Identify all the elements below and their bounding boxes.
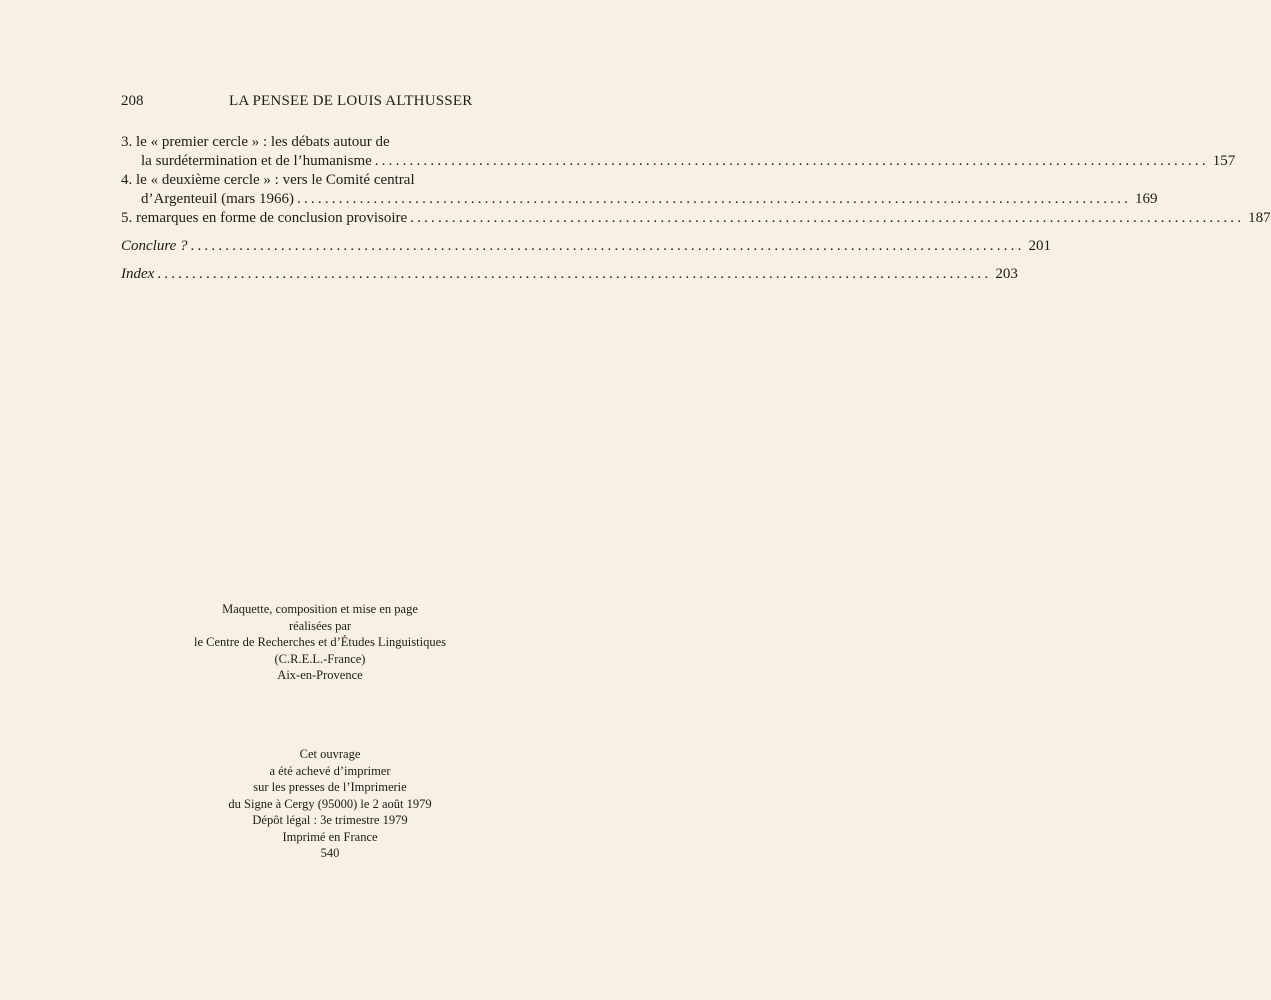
colophon-line: Cet ouvrage bbox=[299, 747, 361, 761]
toc-entry-text: Conclure ? bbox=[121, 238, 188, 254]
toc-entry bbox=[121, 189, 1158, 209]
toc-entry-text: 3. le « premier cercle » : les débats autour de bbox=[121, 134, 390, 150]
book-title: LA PENSEE DE LOUIS ALTHUSSER bbox=[229, 93, 473, 109]
toc-entry-page: 187 bbox=[1248, 210, 1271, 226]
credits-line: (C.R.E.L.-France) bbox=[274, 651, 366, 666]
credits-line: Aix-en-Provence bbox=[277, 668, 363, 682]
toc-entry-page: 169 bbox=[1135, 191, 1158, 207]
colophon-line: a été achevé d’imprimer bbox=[269, 763, 391, 778]
toc-entry bbox=[121, 208, 1271, 228]
toc-entry-text: 5. remarques en forme de conclusion provisoire bbox=[121, 210, 408, 226]
printing-colophon bbox=[200, 746, 460, 862]
colophon-line: du Signe à Cergy (95000) le 2 août 1979 bbox=[228, 796, 432, 811]
credits-line: le Centre de Recherches et d’Études Linguistiques bbox=[193, 635, 446, 649]
toc-entry bbox=[121, 170, 585, 190]
layout-credits bbox=[180, 601, 460, 684]
toc-entry-text: 4. le « deuxième cercle » : vers le Comité central bbox=[121, 172, 415, 188]
page-number: 208 bbox=[121, 93, 144, 109]
toc-entry bbox=[121, 236, 1052, 256]
colophon-line: 540 bbox=[320, 846, 340, 860]
toc-entry bbox=[121, 151, 1236, 171]
toc-leader-dots: ........................................................................................................................ bbox=[374, 153, 1209, 169]
toc-leader-dots: ........................................................................................................................ bbox=[297, 191, 1132, 207]
colophon-line: Dépôt légal : 3e trimestre 1979 bbox=[252, 813, 408, 827]
toc-leader-dots: ........................................................................................................................ bbox=[190, 238, 1025, 254]
credits-line: réalisées par bbox=[288, 618, 352, 633]
toc-leader-dots: ........................................................................................................................ bbox=[157, 266, 992, 282]
toc-entry bbox=[121, 132, 585, 152]
credits-line: Maquette, composition et mise en page bbox=[222, 602, 418, 616]
toc-entry-text: d’Argenteuil (mars 1966) bbox=[141, 191, 295, 207]
running-head bbox=[121, 93, 585, 115]
toc-entry-page: 201 bbox=[1028, 238, 1052, 254]
toc-leader-dots: ........................................................................................................................ bbox=[410, 210, 1245, 226]
toc-entry-text: la surdétermination et de l’humanisme bbox=[141, 153, 372, 169]
toc-entry-text: Index bbox=[121, 266, 155, 282]
toc-entry-page: 203 bbox=[995, 266, 1018, 282]
toc-entry-page: 157 bbox=[1212, 153, 1236, 169]
toc-entry bbox=[121, 264, 1018, 284]
colophon-line: Imprimé en France bbox=[282, 829, 378, 844]
colophon-line: sur les presses de l’Imprimerie bbox=[253, 780, 407, 794]
